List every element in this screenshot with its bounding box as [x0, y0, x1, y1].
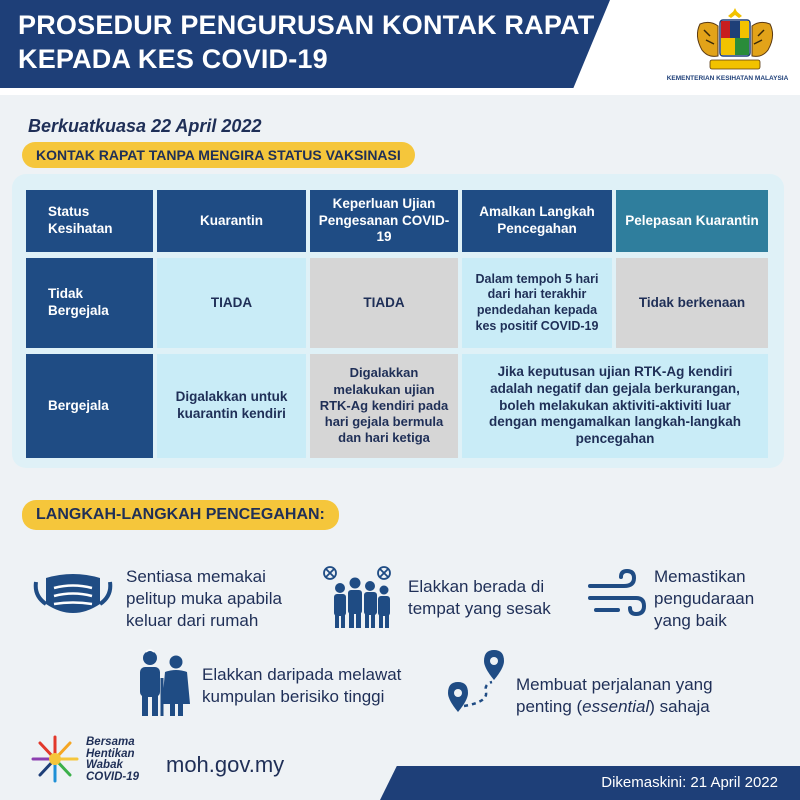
measure-travel-suffix: ) sahaja	[649, 697, 710, 717]
ministry-name: KEMENTERIAN KESIHATAN MALAYSIA	[666, 75, 789, 82]
measure-travel	[516, 674, 746, 718]
measure-travel-prefix: Membuat perjalanan yang penting (	[516, 675, 713, 717]
measure-travel-essential: essential	[582, 697, 650, 717]
row-asymptomatic-release: Tidak berkenaan	[616, 258, 768, 348]
row-symptomatic-prevention-release: Jika keputusan ujian RTK-Ag kendiri adalah negatif dan gejala berkurangan, boleh melakukan aktiviti-aktiviti luar dengan mengamalkan langkah-langkah pencegahan	[462, 354, 768, 458]
row-symptomatic-testing: Digalakkan melakukan ujian RTK-Ag kendiri pada hari gejala bermula dan hari ketiga	[310, 354, 458, 458]
measure-crowd: Elakkan berada di tempat yang sesak	[408, 577, 551, 619]
updated-date: Dikemaskini: 21 April 2022	[601, 774, 778, 791]
measure-mask: Sentiasa memakai pelitup muka apabila keluar dari rumah	[126, 567, 282, 631]
elderly-couple-icon	[132, 648, 194, 718]
row-asymptomatic-status: Tidak Bergejala	[26, 258, 153, 348]
page-title-line1: PROSEDUR PENGURUSAN KONTAK RAPAT	[18, 10, 595, 40]
effective-date: Berkuatkuasa 22 April 2022	[28, 116, 262, 136]
close-contact-section-label: KONTAK RAPAT TANPA MENGIRA STATUS VAKSINASI	[22, 142, 415, 168]
crowd-icon	[320, 566, 400, 630]
row-asymptomatic-testing: TIADA	[310, 258, 458, 348]
header-status: Status Kesihatan	[26, 190, 153, 252]
wind-icon	[586, 566, 648, 624]
measure-risk-group: Elakkan daripada melawat kumpulan berisiko tinggi	[202, 665, 402, 707]
website-link[interactable]: moh.gov.my	[166, 752, 285, 777]
campaign-line3: Wabak	[86, 759, 123, 771]
header-testing: Keperluan Ujian Pengesanan COVID-19	[310, 190, 458, 252]
campaign-line4: COVID-19	[86, 770, 140, 783]
campaign-logo-icon	[30, 734, 80, 784]
row-symptomatic-status: Bergejala	[26, 354, 153, 458]
malaysia-coat-of-arms-icon	[690, 6, 780, 72]
header-prevention: Amalkan Langkah Pencegahan	[462, 190, 612, 252]
campaign-line1: Bersama	[86, 736, 135, 748]
row-asymptomatic-quarantine: TIADA	[157, 258, 306, 348]
map-route-icon	[444, 646, 506, 718]
header-release: Pelepasan Kuarantin	[616, 190, 768, 252]
page-title-line2: KEPADA KES COVID-19	[18, 44, 328, 74]
face-mask-icon	[32, 570, 114, 622]
prevention-section-label: LANGKAH-LANGKAH PENCEGAHAN:	[22, 500, 339, 530]
row-symptomatic-quarantine: Digalakkan untuk kuarantin kendiri	[157, 354, 306, 458]
header-quarantine: Kuarantin	[157, 190, 306, 252]
campaign-line2: Hentikan	[86, 747, 135, 760]
row-asymptomatic-prevention: Dalam tempoh 5 hari dari hari terakhir pendedahan kepada kes positif COVID-19	[462, 258, 612, 348]
campaign-name	[86, 737, 139, 783]
measure-ventilation: Memastikan pengudaraan yang baik	[654, 567, 755, 631]
